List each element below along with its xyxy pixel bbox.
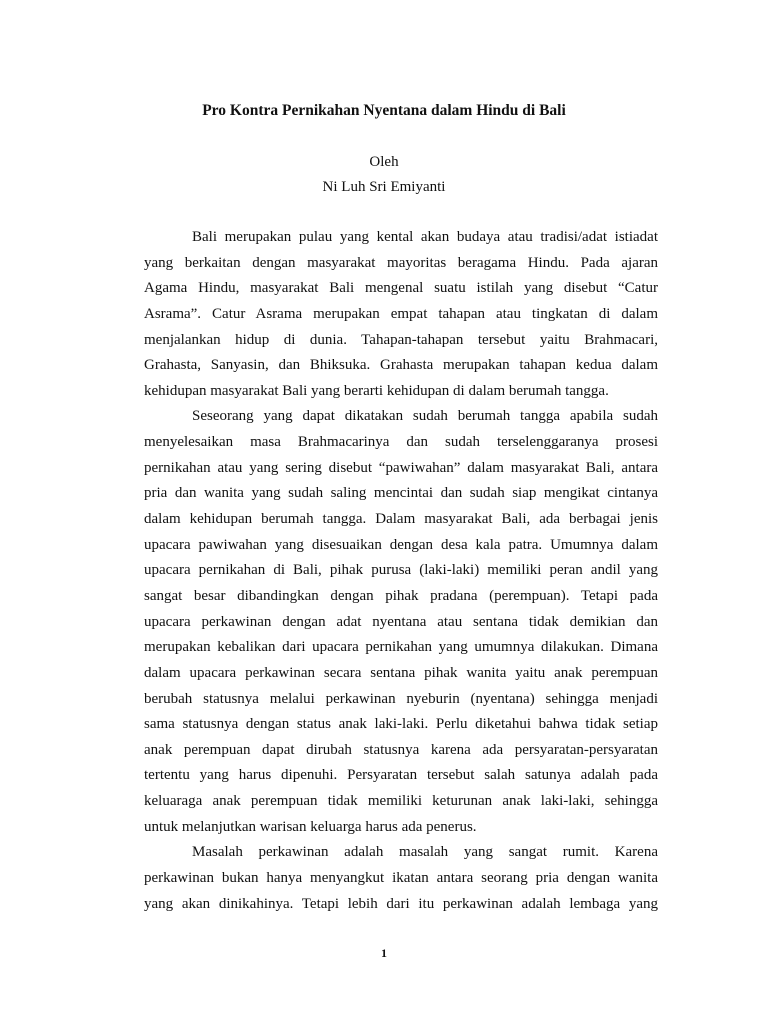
author-name: Ni Luh Sri Emiyanti bbox=[322, 179, 446, 195]
document-title: Pro Kontra Pernikahan Nyentana dalam Hindu di Bali bbox=[202, 102, 566, 119]
text-line: pria dan wanita yang sudah saling mencintai dan sudah siap mengikat cintanya bbox=[144, 485, 658, 502]
text-line: Agama Hindu, masyarakat Bali mengenal suatu istilah yang disebut “Catur bbox=[144, 280, 658, 297]
text-line: Grahasta, Sanyasin, dan Bhiksuka. Grahasta merupakan tahapan kedua dalam bbox=[144, 357, 658, 374]
text-line: sama statusnya dengan status anak laki-laki. Perlu diketahui bahwa tidak setiap bbox=[144, 716, 658, 733]
page-number: 1 bbox=[381, 946, 387, 960]
body-text bbox=[144, 225, 658, 917]
text-line: menjalankan hidup di dunia. Tahapan-tahapan tersebut yaitu Brahmacari, bbox=[144, 331, 658, 348]
text-line: dalam kehidupan berumah tangga. Dalam masyarakat Bali, ada berbagai jenis bbox=[144, 511, 658, 528]
text-line: untuk melanjutkan warisan keluarga harus ada penerus. bbox=[144, 818, 477, 835]
text-line: Asrama”. Catur Asrama merupakan empat tahapan atau tingkatan di dalam bbox=[144, 305, 658, 322]
text-line: Masalah perkawinan adalah masalah yang sangat rumit. Karena bbox=[192, 844, 658, 861]
text-line: menyelesaikan masa Brahmacarinya dan sudah terselenggaranya prosesi bbox=[144, 434, 658, 451]
text-line: Seseorang yang dapat dikatakan sudah berumah tangga apabila sudah bbox=[192, 408, 658, 425]
text-line: Bali merupakan pulau yang kental akan budaya atau tradisi/adat istiadat bbox=[192, 229, 658, 245]
text-line: yang berkaitan dengan masyarakat mayoritas beragama Hindu. Pada ajaran bbox=[144, 254, 658, 271]
text-line: tertentu yang harus dipenuhi. Persyaratan tersebut salah satunya adalah pada bbox=[144, 767, 658, 784]
text-line: merupakan kebalikan dari upacara pernikahan yang umumnya dilakukan. Dimana bbox=[144, 639, 658, 656]
text-line: pernikahan atau yang sering disebut “pawiwahan” dalam masyarakat Bali, antara bbox=[144, 459, 658, 476]
text-line: perkawinan bukan hanya menyangkut ikatan antara seorang pria dengan wanita bbox=[144, 870, 658, 887]
text-line: upacara pernikahan di Bali, pihak purusa (laki-laki) memiliki peran andil yang bbox=[144, 562, 658, 579]
text-line: yang akan dinikahinya. Tetapi lebih dari itu perkawinan adalah lembaga yang bbox=[144, 895, 658, 912]
text-line: anak perempuan dapat dirubah statusnya karena ada persyaratan-persyaratan bbox=[144, 741, 658, 758]
text-line: upacara perkawinan dengan adat nyentana atau sentana tidak demikian dan bbox=[144, 613, 658, 630]
text-line: sangat besar dibandingkan dengan pihak pradana (perempuan). Tetapi pada bbox=[144, 587, 658, 604]
text-line: kehidupan masyarakat Bali yang berarti kehidupan di dalam berumah tangga. bbox=[144, 382, 609, 399]
text-line: upacara pawiwahan yang disesuaikan dengan desa kala patra. Umumnya dalam bbox=[144, 536, 658, 553]
text-line: berubah statusnya melalui perkawinan nyeburin (nyentana) sehingga menjadi bbox=[144, 690, 658, 707]
text-line: keluaraga anak perempuan tidak memiliki keturunan anak laki-laki, sehingga bbox=[144, 793, 658, 810]
text-line: dalam upacara perkawinan secara sentana pihak wanita yaitu anak perempuan bbox=[144, 664, 658, 681]
byline: Oleh bbox=[369, 154, 399, 170]
